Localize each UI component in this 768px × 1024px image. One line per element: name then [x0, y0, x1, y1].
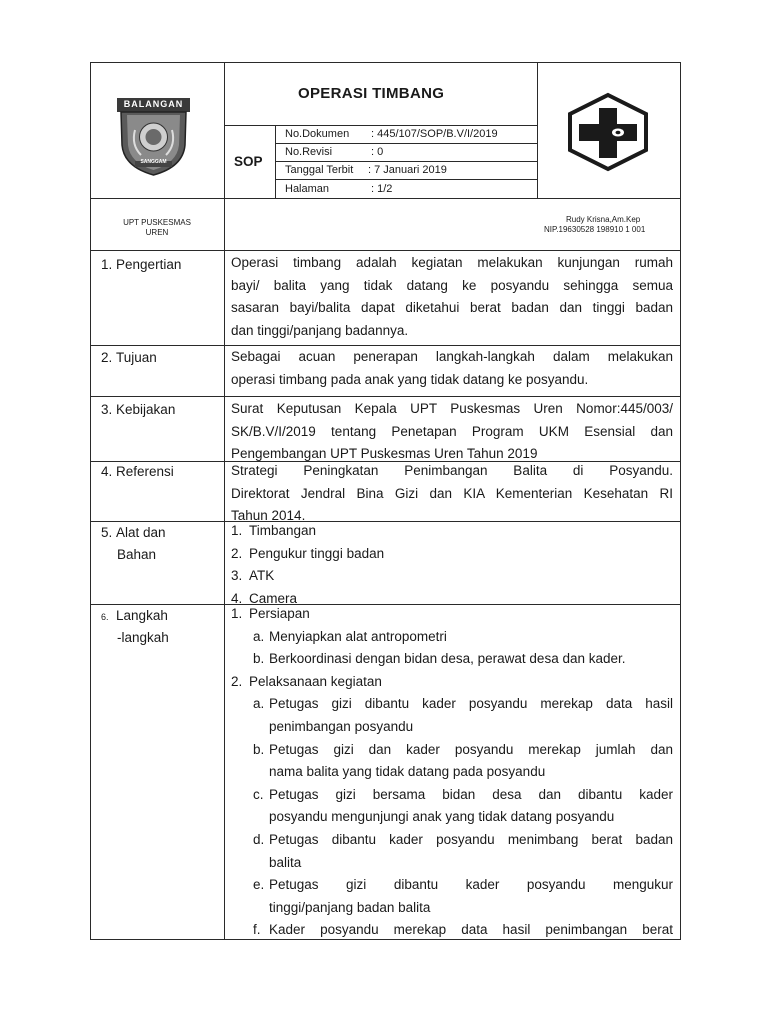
substep-item: d. Petugas dibantu kader posyandu menimbang berat badan balita — [253, 831, 673, 870]
section-6-label — [101, 608, 168, 625]
meta-date-label: Tanggal Terbit — [285, 164, 354, 176]
section-number: 4. — [101, 464, 113, 479]
substep-item: f. Kader posyandu merekap data hasil penimbangan berat — [253, 922, 673, 938]
text-line: Strategi Peningkatan Penimbangan Balita di Posyandu. — [231, 463, 673, 478]
substep-item: a. Menyiapkan alat antropometri — [253, 628, 447, 644]
section-title: Pengertian — [116, 257, 182, 272]
list-item: 1. Timbangan — [231, 523, 317, 538]
puskesmas-logo — [566, 92, 650, 172]
org-name-line1: UPT PUSKESMAS — [123, 218, 191, 227]
text-line: Operasi timbang adalah kegiatan melakukan kunjungan rumah — [231, 255, 673, 270]
sop-label: SOP — [234, 154, 263, 169]
meta-rev-value: : 0 — [371, 146, 384, 158]
logo-text-bottom: SANGGAM — [140, 159, 167, 165]
step-item: 1. Persiapan — [231, 606, 310, 621]
text-line: sasaran bayi/balita dapat diketahui berat badan dan tinggi badan — [231, 300, 673, 315]
text-line: Tahun 2014. — [231, 508, 306, 523]
substep-item: c. Petugas gizi bersama bidan desa dan dibantu kader posyandu mengunjungi anak yang tidak datang posyandu — [253, 786, 673, 825]
section-number: 1. — [101, 257, 113, 272]
org-name-line2: UREN — [145, 228, 169, 237]
meta-doc-label: No.Dokumen — [285, 128, 350, 140]
text-line: Surat Keputusan Kepala UPT Puskesmas Uren Nomor:445/003/ — [231, 401, 673, 416]
list-item: 4. Camera — [231, 590, 298, 606]
section-5-label-cont: Bahan — [117, 547, 157, 562]
text-line: Direktorat Jendral Bina Gizi dan KIA Kementerian Kesehatan RI — [231, 485, 673, 501]
text-line: SK/B.V/I/2019 tentang Penetapan Program UKM Esensial dan — [231, 423, 673, 439]
meta-doc-value: : 445/107/SOP/B.V/I/2019 — [371, 128, 498, 140]
section-title: Langkah — [116, 608, 168, 623]
section-6-body — [231, 603, 673, 942]
list-item: 2. Pengukur tinggi badan — [231, 545, 385, 561]
section-1-body — [231, 252, 673, 342]
meta-page-label: Halaman — [285, 183, 330, 195]
text-line: dan tinggi/panjang badannya. — [231, 322, 409, 338]
meta-date-value: : 7 Januari 2019 — [368, 164, 447, 176]
section-2-label — [101, 350, 157, 365]
meta-rev-label: No.Revisi — [285, 146, 333, 158]
signer-name: Rudy Krisna,Am.Kep — [566, 215, 641, 224]
section-title: Tujuan — [116, 350, 157, 365]
section-number: 5. — [101, 525, 113, 540]
section-title: Referensi — [116, 464, 174, 479]
text-line: bayi/ balita yang tidak datang ke posyandu sehingga semua — [231, 277, 673, 293]
text-line: Pengembangan UPT Puskesmas Uren Tahun 2019 — [231, 446, 538, 461]
page-title: OPERASI TIMBANG — [298, 85, 445, 102]
substep-item: e. Petugas gizi dibantu kader posyandu mengukur tinggi/panjang badan balita — [253, 877, 673, 915]
text-line: Sebagai acuan penerapan langkah-langkah dalam melakukan — [231, 349, 673, 364]
section-5-label — [101, 525, 166, 540]
section-3-body — [231, 398, 673, 466]
section-6-label-cont: -langkah — [117, 630, 169, 645]
section-number: 6. — [101, 612, 109, 622]
section-3-label — [101, 402, 175, 417]
list-item: 3. ATK — [231, 568, 275, 583]
substep-item: a. Petugas gizi dibantu kader posyandu merekap data hasil penimbangan posyandu — [253, 696, 673, 734]
section-4-label — [101, 464, 174, 479]
section-2-body — [231, 346, 673, 391]
balangan-logo — [115, 95, 192, 177]
section-number: 2. — [101, 350, 113, 365]
text-line: operasi timbang pada anak yang tidak datang ke posyandu. — [231, 371, 589, 387]
logo-text-top: BALANGAN — [123, 99, 184, 109]
step-item: 2. Pelaksanaan kegiatan — [231, 673, 382, 689]
section-number: 3. — [101, 402, 113, 417]
section-title: Alat dan — [116, 525, 166, 540]
signer-nip: NIP.19630528 198910 1 001 — [544, 225, 646, 234]
substep-item: b. Petugas gizi dan kader posyandu merekap jumlah dan nama balita yang tidak datang pada posyandu — [253, 741, 673, 780]
section-4-body — [231, 460, 673, 528]
section-1-label — [101, 257, 181, 272]
meta-page-value: : 1/2 — [371, 183, 393, 195]
section-title: Kebijakan — [116, 402, 176, 417]
substep-item: b. Berkoordinasi dengan bidan desa, perawat desa dan kader. — [253, 651, 626, 667]
section-5-body — [231, 520, 673, 610]
